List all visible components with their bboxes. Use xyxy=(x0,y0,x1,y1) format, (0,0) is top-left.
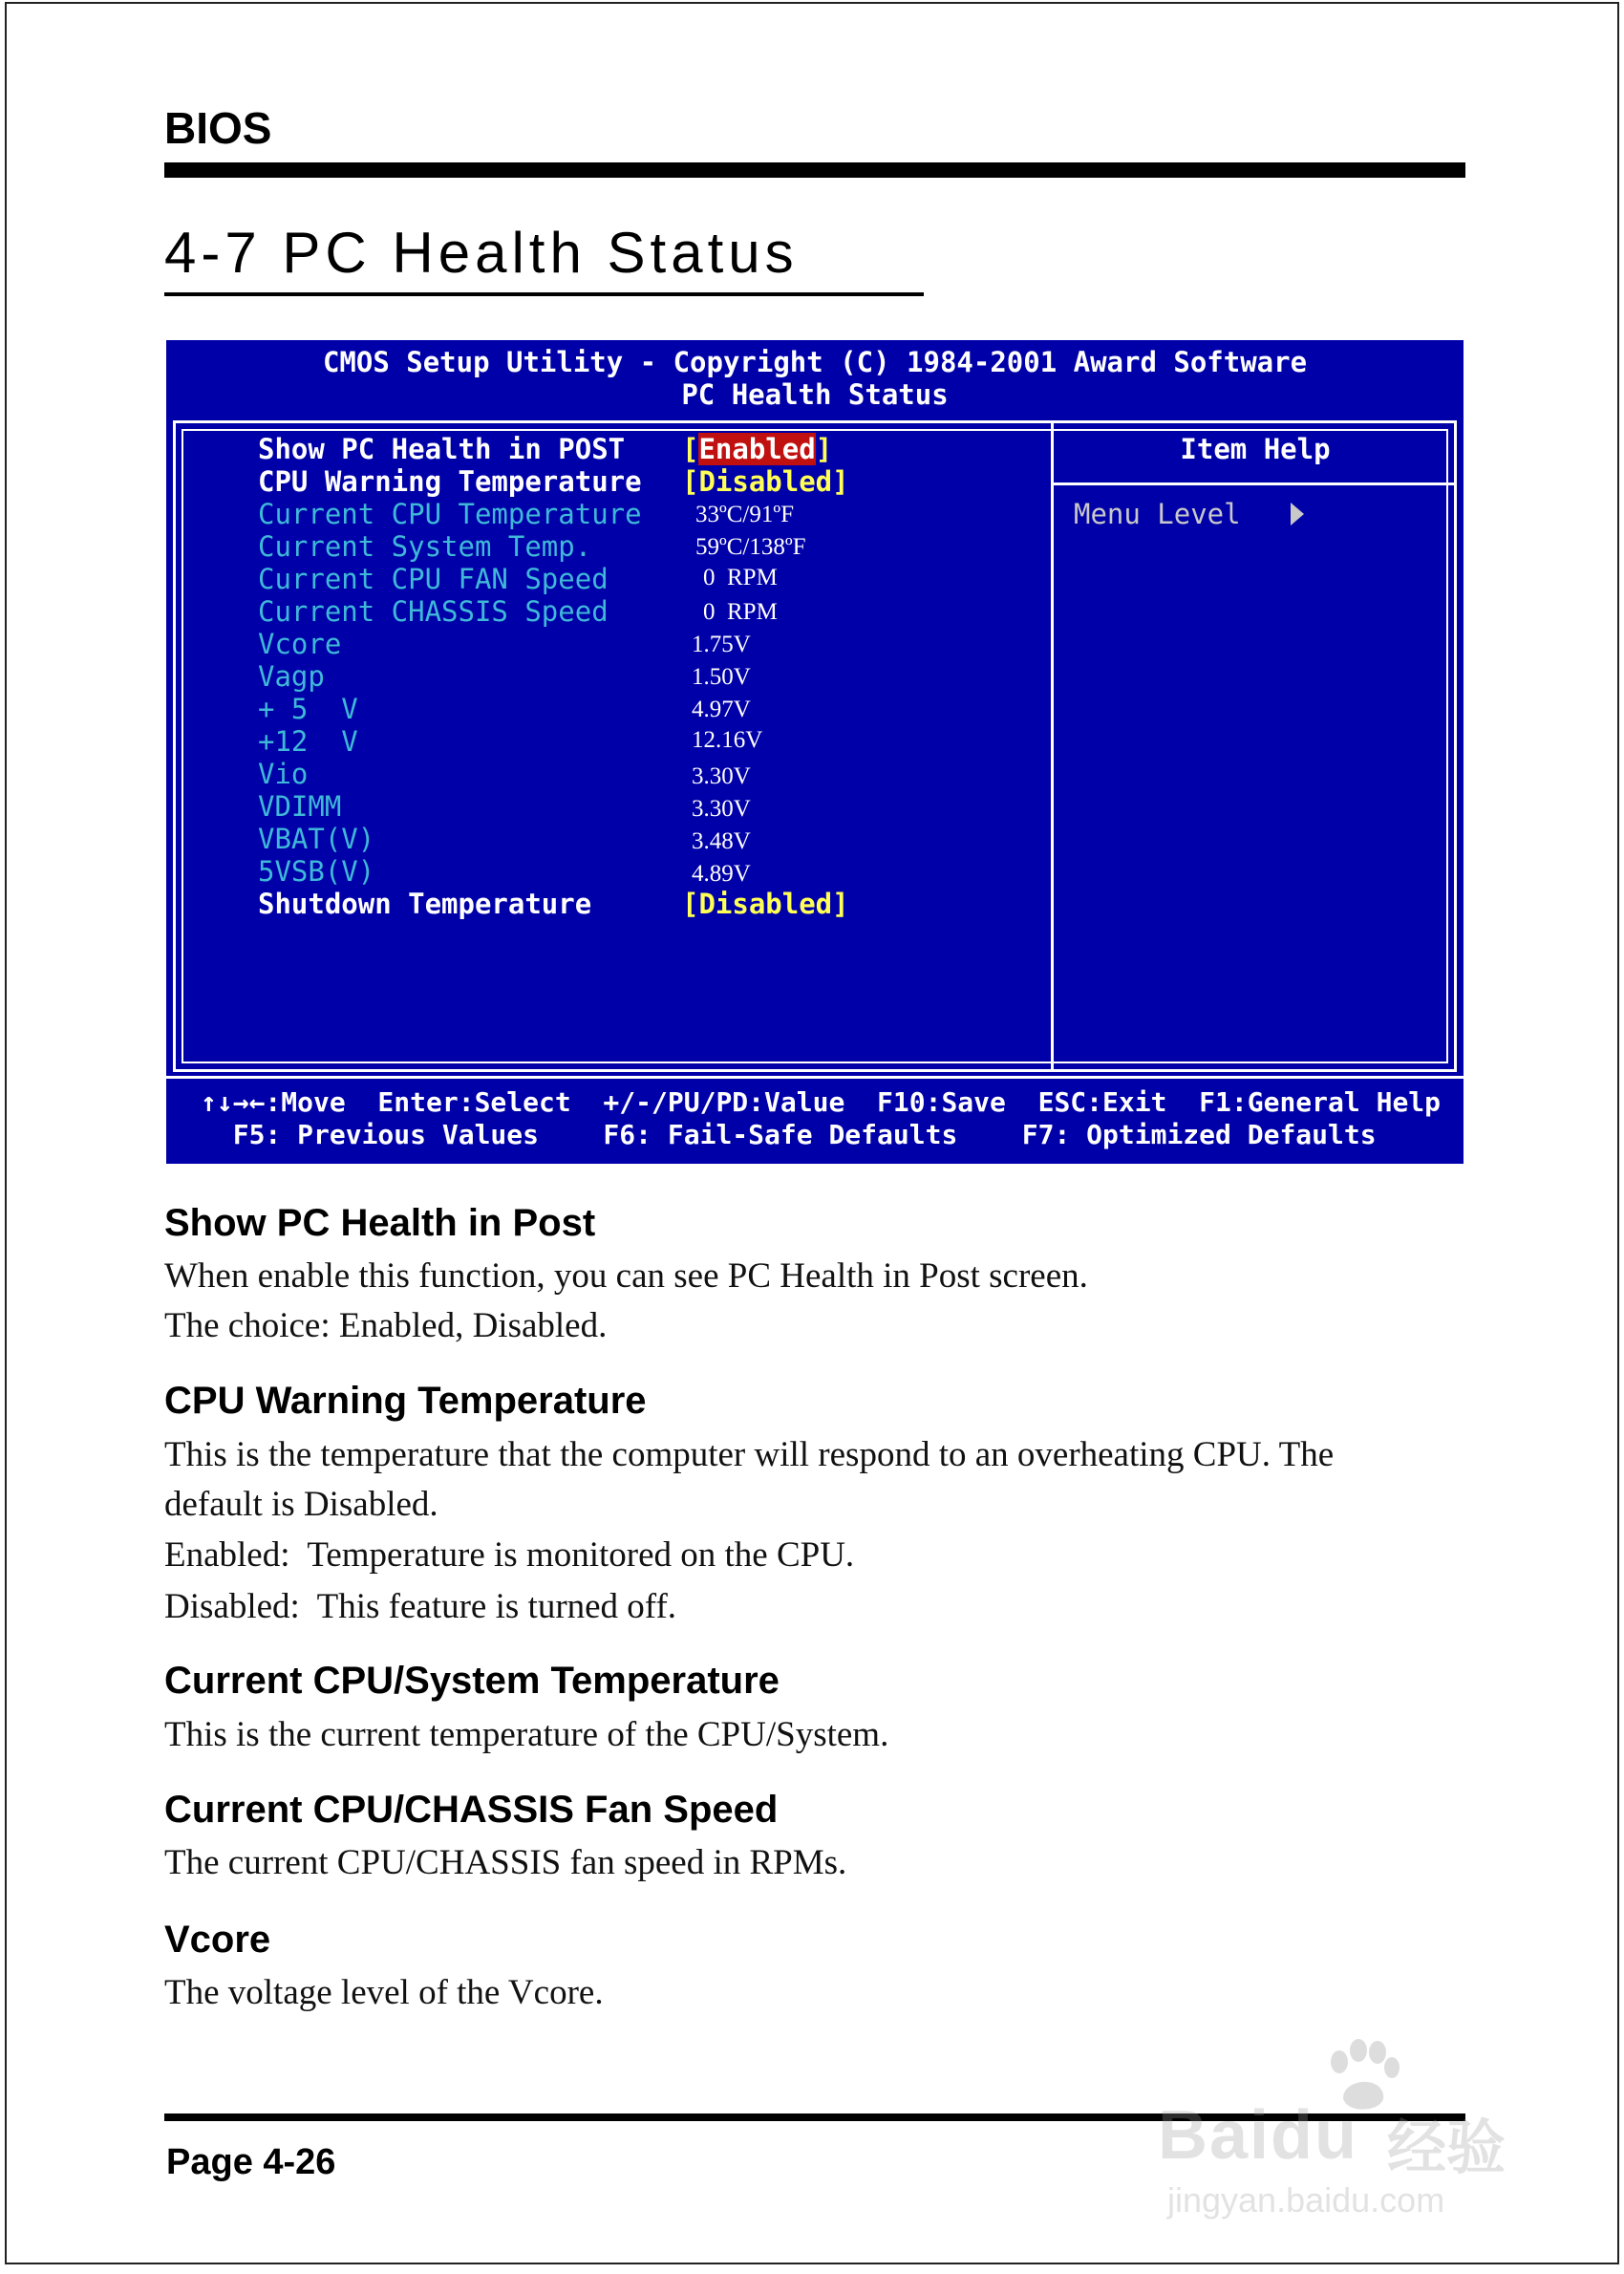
topic-heading-fan-speed: Current CPU/CHASSIS Fan Speed xyxy=(164,1789,779,1831)
topic-heading-current-temp: Current CPU/System Temperature xyxy=(164,1660,780,1702)
row-vbat-label: VBAT(V) xyxy=(258,823,375,855)
selected-value[interactable]: Enabled xyxy=(698,433,816,465)
row-chassis-fan-value: 0 RPM xyxy=(703,599,778,625)
row-plus12v-value: 12.16V xyxy=(692,727,763,753)
menu-level xyxy=(1074,498,1304,530)
watermark-brand xyxy=(1158,2096,1358,2175)
header-rule xyxy=(164,162,1465,178)
header-label: BIOS xyxy=(164,103,272,153)
menu-level-arrow-icon xyxy=(1291,503,1304,526)
topic-text: Disabled: This feature is turned off. xyxy=(164,1587,677,1626)
row-vio-value: 3.30V xyxy=(692,763,751,789)
row-plus12v-label: +12 V xyxy=(258,725,358,758)
row-chassis-fan-label: Current CHASSIS Speed xyxy=(258,595,609,628)
topic-text: default is Disabled. xyxy=(164,1485,438,1524)
topic-heading-show-pc-health: Show PC Health in Post xyxy=(164,1202,596,1244)
manual-page xyxy=(5,2,1619,2264)
topic-heading-cpu-warning: CPU Warning Temperature xyxy=(164,1380,647,1422)
topic-text: The current CPU/CHASSIS fan speed in RPMs. xyxy=(164,1843,847,1882)
row-vagp-value: 1.50V xyxy=(692,664,751,690)
title-rule xyxy=(164,292,924,296)
row-system-temp-label: Current System Temp. xyxy=(258,530,592,563)
topic-text: The voltage level of the Vcore. xyxy=(164,1973,604,2012)
help-divider xyxy=(1051,423,1054,1069)
section-title: 4-7 PC Health Status xyxy=(164,221,799,285)
row-vcore-label: Vcore xyxy=(258,628,342,660)
menu-level-label: Menu Level xyxy=(1074,498,1241,530)
baidu-watermark xyxy=(1158,2039,1540,2220)
row-cpu-temp-value: 33ºC/91ºF xyxy=(695,502,795,527)
topic-text: This is the temperature that the computer will respond to an overheating CPU. The xyxy=(164,1435,1335,1474)
bios-title-line1: CMOS Setup Utility - Copyright (C) 1984-2001 Award Software xyxy=(322,346,1308,378)
row-vdimm-value: 3.30V xyxy=(692,796,751,822)
item-help-heading: Item Help xyxy=(1180,433,1331,465)
row-cpu-fan-value: 0 RPM xyxy=(703,565,778,590)
bios-title-line2: PC Health Status xyxy=(681,378,949,411)
row-vio-label: Vio xyxy=(258,758,309,790)
help-rule xyxy=(1051,483,1454,485)
bios-key-help-bar xyxy=(166,1076,1464,1167)
watermark-cn: 经验 xyxy=(1387,2115,1506,2181)
row-cpu-fan-label: Current CPU FAN Speed xyxy=(258,563,609,595)
row-shutdown-temp-value[interactable]: [Disabled] xyxy=(682,888,849,920)
row-vbat-value: 3.48V xyxy=(692,828,751,854)
key-help-line1: ↑↓→←:Move Enter:Select +/-/PU/PD:Value F10:Save ESC:Exit F1:General Help xyxy=(201,1086,1442,1118)
row-plus5v-value: 4.97V xyxy=(692,697,751,722)
watermark-brand-a: Bai xyxy=(1158,2097,1271,2174)
row-cpu-warning-value[interactable]: [Disabled] xyxy=(682,465,849,498)
row-system-temp-value: 59ºC/138ºF xyxy=(695,534,806,560)
row-show-pc-health-label[interactable]: Show PC Health in POST xyxy=(258,433,626,465)
topic-heading-vcore: Vcore xyxy=(164,1919,271,1961)
watermark-url: jingyan.baidu.com xyxy=(1167,2180,1445,2220)
row-show-pc-health-value[interactable] xyxy=(682,433,832,465)
row-5vsb-label: 5VSB(V) xyxy=(258,855,375,888)
row-vagp-label: Vagp xyxy=(258,660,325,693)
bracket-close: ] xyxy=(815,433,833,465)
page-number: Page 4-26 xyxy=(166,2142,336,2182)
bios-screenshot xyxy=(166,340,1464,1164)
row-vdimm-label: VDIMM xyxy=(258,790,342,823)
topic-text: This is the current temperature of the CPU/System. xyxy=(164,1715,889,1754)
row-5vsb-value: 4.89V xyxy=(692,861,751,887)
row-cpu-temp-label: Current CPU Temperature xyxy=(258,498,642,530)
bracket-open: [ xyxy=(682,433,699,465)
row-shutdown-temp-label[interactable]: Shutdown Temperature xyxy=(258,888,592,920)
watermark-brand-b: du xyxy=(1271,2097,1359,2174)
row-cpu-warning-label[interactable]: CPU Warning Temperature xyxy=(258,465,642,498)
row-plus5v-label: + 5 V xyxy=(258,693,358,725)
topic-text: The choice: Enabled, Disabled. xyxy=(164,1306,608,1345)
key-help-line2: F5: Previous Values F6: Fail-Safe Defaults F7: Optimized Defaults xyxy=(201,1119,1377,1150)
topic-text: Enabled: Temperature is monitored on the CPU. xyxy=(164,1535,855,1575)
topic-text: When enable this function, you can see PC Health in Post screen. xyxy=(164,1256,1088,1296)
bios-main-frame xyxy=(173,420,1457,1072)
row-vcore-value: 1.75V xyxy=(692,632,751,657)
